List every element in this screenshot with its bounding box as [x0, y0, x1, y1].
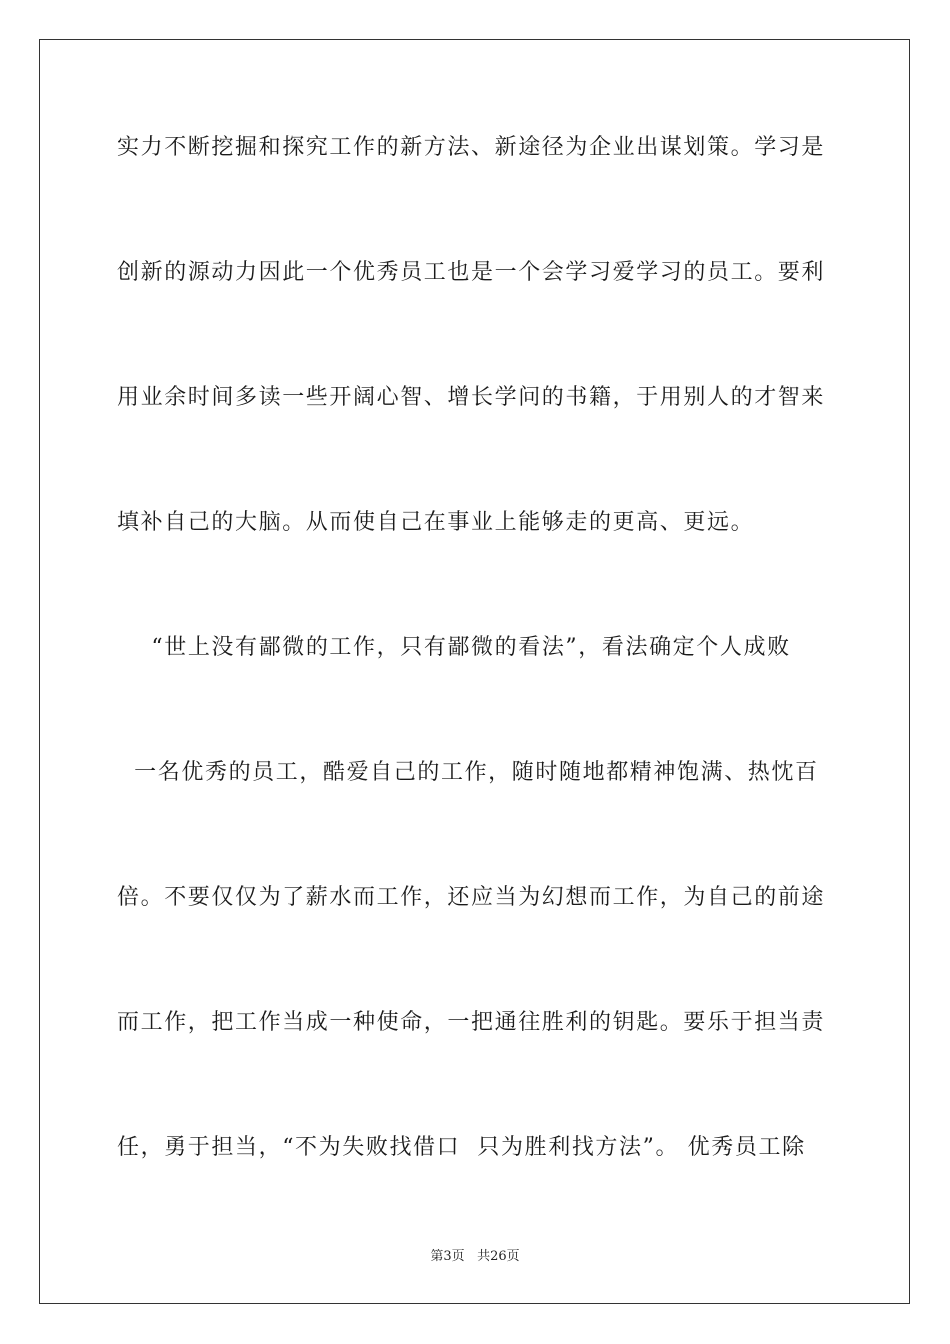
- page-border: [39, 39, 910, 1304]
- page-number-current: 第3页: [430, 1249, 465, 1264]
- text-line: 倍。不要仅仅为了薪水而工作，还应当为幻想而工作，为自己的前途: [117, 885, 826, 910]
- text-line: 创新的源动力因此一个优秀员工也是一个会学习爱学习的员工。要利: [117, 260, 826, 285]
- text-line: 一名优秀的员工，酷爱自己的工作，随时随地都精神饱满、热忱百: [117, 760, 819, 785]
- page-footer: [0, 1248, 950, 1266]
- text-line: 任，勇于担当，“不为失败找借口 只为胜利找方法”。 优秀员工除: [117, 1135, 806, 1160]
- text-line: 而工作，把工作当成一种使命，一把通往胜利的钥匙。要乐于担当责: [117, 1010, 826, 1035]
- text-line: 实力不断挖掘和探究工作的新方法、新途径为企业出谋划策。学习是: [117, 135, 826, 160]
- text-line: 用业余时间多读一些开阔心智、增长学问的书籍，于用别人的才智来: [117, 385, 826, 410]
- page-number-total: 共26页: [477, 1249, 520, 1264]
- text-line: “世上没有鄙微的工作，只有鄙微的看法”，看法确定个人成败: [117, 635, 791, 660]
- text-line: 填补自己的大脑。从而使自己在事业上能够走的更高、更远。: [117, 510, 755, 535]
